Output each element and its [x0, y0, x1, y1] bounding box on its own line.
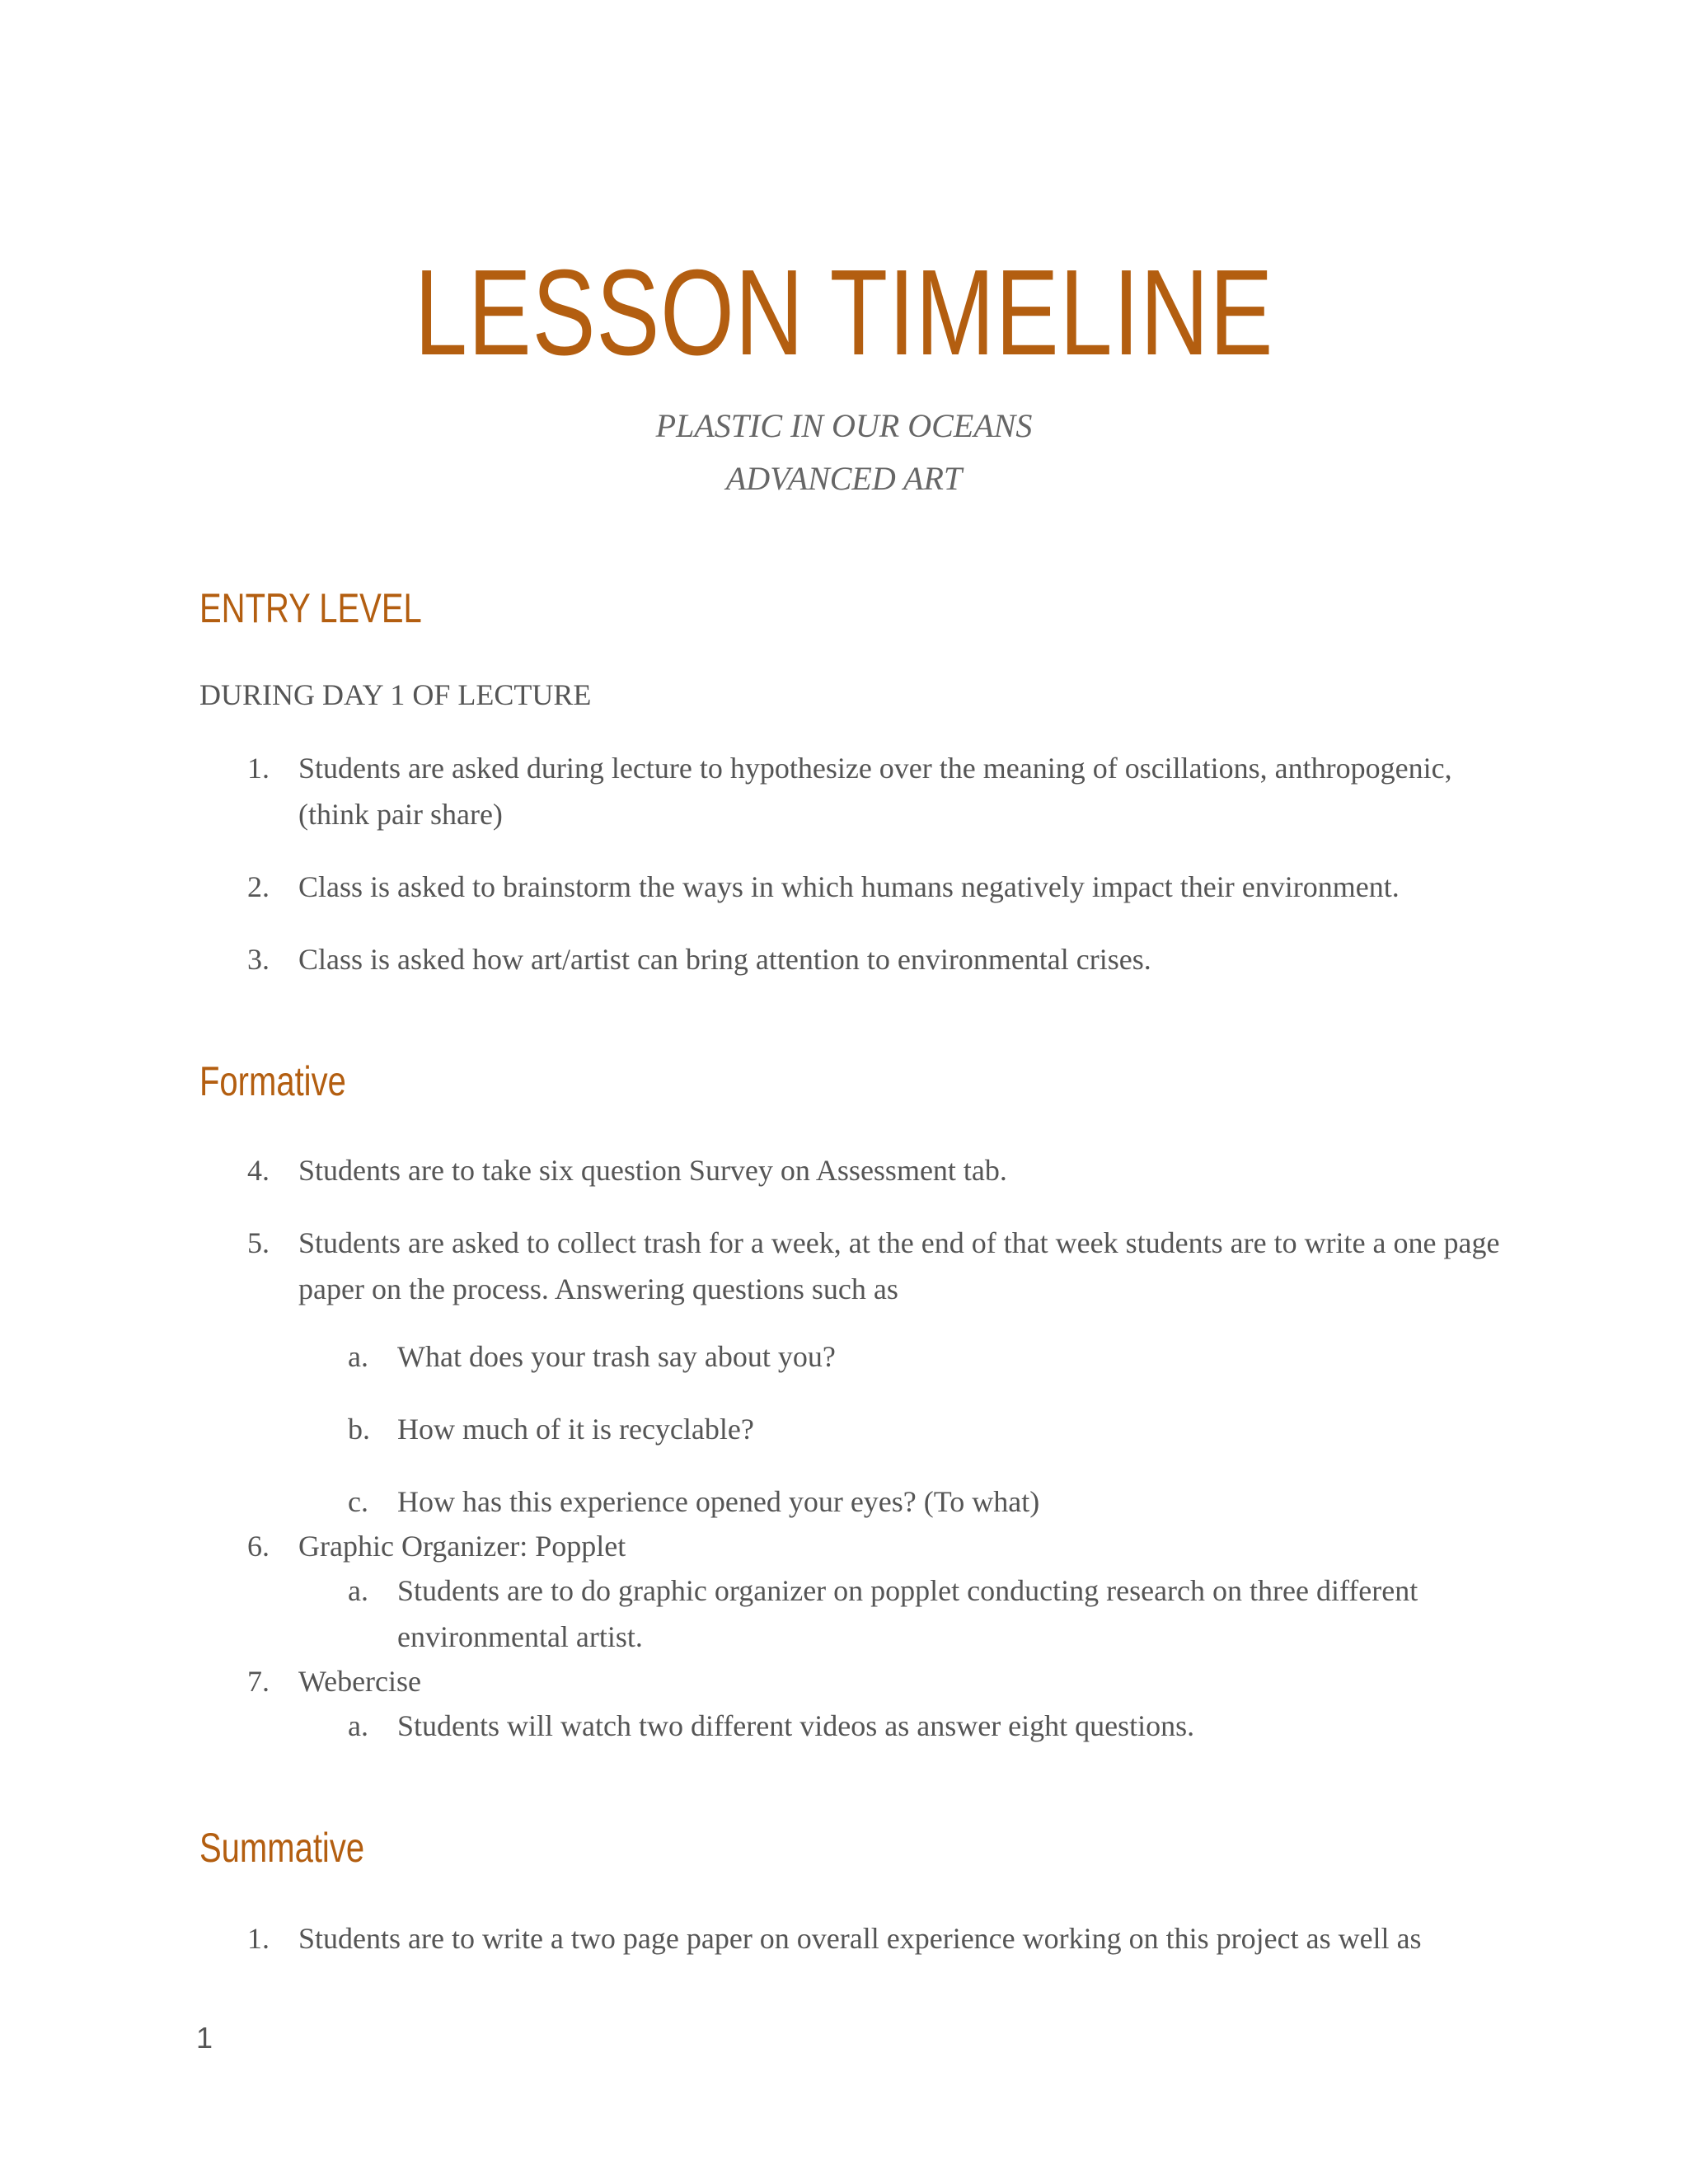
list-item: [247, 1915, 1500, 1961]
list-marker: b.: [348, 1413, 370, 1446]
list-item: [247, 864, 1500, 910]
list-item-text: Students are to write a two page paper on overall experience working on this project as well as: [298, 1922, 1422, 1955]
list-item: [348, 1333, 1502, 1380]
list-marker: 2.: [247, 870, 270, 903]
list-item-text: Students will watch two different videos as answer eight questions.: [397, 1709, 1195, 1742]
list-item-text: Webercise: [298, 1665, 422, 1698]
list-item-text: Graphic Organizer: Popplet: [298, 1530, 626, 1563]
list-item: [247, 1147, 1500, 1193]
list-marker: a.: [348, 1340, 368, 1373]
list-item-text: Students are asked during lecture to hypothesize over the meaning of oscillations, anthropogenic, (think pair share): [298, 752, 1452, 831]
page-number: 1: [196, 2021, 213, 2055]
list-item-text: Students are to take six question Survey on Assessment tab.: [298, 1154, 1007, 1187]
list-item: [348, 1479, 1502, 1525]
list-item-text: Students are to do graphic organizer on popplet conducting research on three different environmental artist.: [397, 1574, 1418, 1653]
section-heading-formative: Formative: [199, 1058, 346, 1104]
list-marker: 4.: [247, 1154, 270, 1187]
list-marker: 6.: [247, 1530, 270, 1563]
list-marker: 1.: [247, 1922, 270, 1955]
list-item: [348, 1568, 1502, 1660]
list-item-text: How has this experience opened your eyes? (To what): [397, 1485, 1040, 1518]
list-item-text: How much of it is recyclable?: [397, 1413, 754, 1446]
list-item: [247, 1523, 1500, 1569]
subtitle-course: ADVANCED ART: [725, 460, 963, 497]
section-heading-entry-level: ENTRY LEVEL: [199, 585, 422, 631]
list-marker: 3.: [247, 943, 270, 976]
list-item-text: Students are asked to collect trash for a week, at the end of that week students are to write a one page paper on the process. Answering questions such as: [298, 1226, 1500, 1305]
list-marker: 5.: [247, 1226, 270, 1259]
list-item: [247, 745, 1500, 837]
list-marker: 7.: [247, 1665, 270, 1698]
list-item: [247, 936, 1500, 982]
list-marker: c.: [348, 1485, 368, 1518]
entry-intro: DURING DAY 1 OF LECTURE: [199, 678, 592, 711]
list-marker: 1.: [247, 752, 270, 785]
list-marker: a.: [348, 1709, 368, 1742]
list-item: [247, 1220, 1500, 1312]
list-marker: a.: [348, 1574, 368, 1607]
list-item-text: Class is asked how art/artist can bring attention to environmental crises.: [298, 943, 1151, 976]
subtitle-topic: PLASTIC IN OUR OCEANS: [655, 407, 1033, 444]
section-heading-summative: Summative: [199, 1825, 365, 1871]
list-item: [348, 1406, 1502, 1452]
document-title: LESSON TIMELINE: [414, 245, 1274, 381]
list-item: [348, 1703, 1502, 1749]
list-item: [247, 1658, 1500, 1704]
list-item-text: What does your trash say about you?: [397, 1340, 836, 1373]
list-item-text: Class is asked to brainstorm the ways in which humans negatively impact their environment.: [298, 870, 1400, 903]
